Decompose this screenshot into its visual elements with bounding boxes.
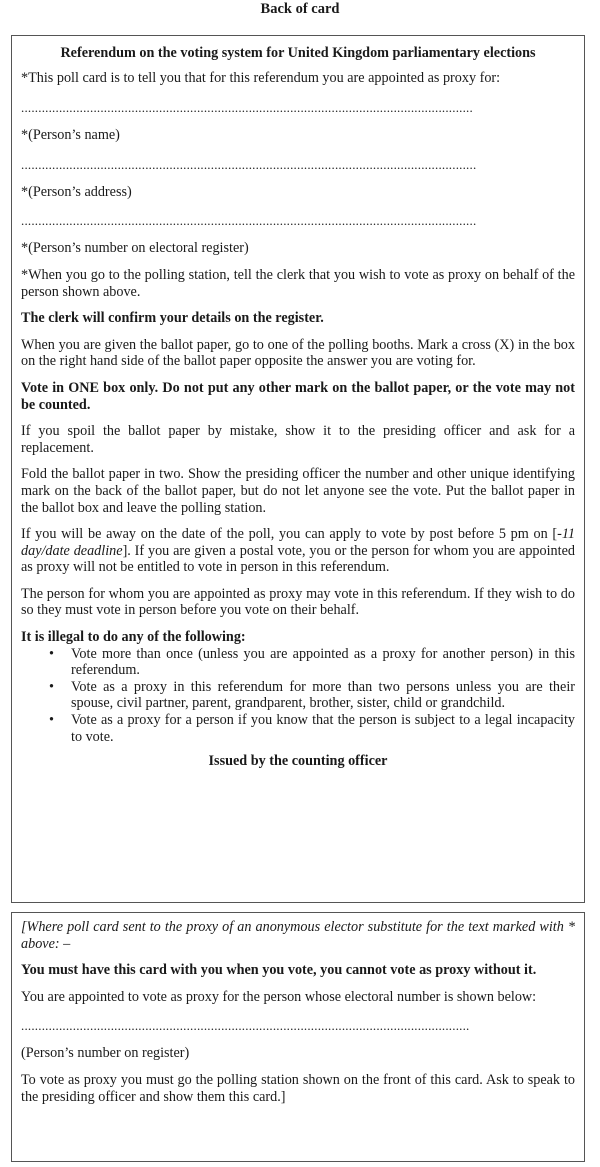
fold-text: Fold the ballot paper in two. Show the presiding officer the number and other unique identifying mark on the back of the ballot paper, but do not let anyone see the vote. Put the ballot paper in the ballot box and leave the polling station. — [21, 466, 575, 516]
vote-one-box-text: Vote in ONE box only. Do not put any other mark on the ballot paper, or the vote may not be counted. — [21, 379, 575, 413]
illegal-list — [21, 646, 575, 746]
page-title: Back of card — [260, 1, 340, 17]
register-label: *(Person’s number on electoral register) — [21, 240, 249, 257]
register-number-label: (Person’s number on register) — [21, 1045, 190, 1062]
issued-by-text: Issued by the counting officer — [208, 753, 388, 770]
list-item: • Vote more than once (unless you are appointed as a proxy for another person) in this referendum. — [49, 645, 575, 679]
person-may-vote-text: The person for whom you are appointed as proxy may vote in this referendum. If they wish to do so they must vote in person before you vote on their behalf. — [21, 585, 575, 619]
list-item: • Vote as a proxy for a person if you know that the person is subject to a legal incapacity to vote. — [49, 712, 575, 745]
card-heading: Referendum on the voting system for United Kingdom parliamentary elections — [60, 45, 536, 61]
must-have-text: You must have this card with you when you vote, you cannot vote as proxy without it. — [21, 962, 537, 979]
polling-station-text: *When you go to the polling station, tell the clerk that you wish to vote as proxy on behalf of the person shown above. — [21, 266, 575, 300]
name-label: *(Person’s name) — [21, 127, 120, 144]
closing-text: To vote as proxy you must go the polling station shown on the front of this card. Ask to speak to the presiding officer and show them this card.] — [21, 1071, 575, 1105]
register-dotted-line: .................................................................................................................................... — [21, 214, 477, 229]
intro-text: *This poll card is to tell you that for this referendum you are appointed as proxy for: — [21, 69, 501, 86]
clerk-confirm-text: The clerk will confirm your details on the register. — [21, 310, 324, 327]
bullet-icon: • — [49, 678, 54, 695]
spoil-text: If you spoil the ballot paper by mistake, show it to the presiding officer and ask for a replacement. — [21, 423, 575, 456]
anonymous-note: [Where poll card sent to the proxy of an anonymous elector substitute for the text marked with * above: – — [21, 919, 575, 952]
poll-card-box — [11, 35, 585, 903]
away-text: If you will be away on the date of the poll, you can apply to vote by post before 5 pm on [-11 day/date deadline]. If you are given a postal vote, you or the person for whom you are appointed as proxy will not be entitled to vote in person in this referendum. — [21, 526, 575, 576]
address-dotted-line: .................................................................................................................................... — [21, 157, 477, 172]
bullet-icon: • — [49, 645, 54, 662]
electoral-number-dotted-line: .................................................................................................................................. — [21, 1019, 470, 1034]
address-label: *(Person’s address) — [21, 183, 132, 200]
deadline-placeholder: -11 day/date deadline — [21, 526, 575, 559]
list-item: • Vote as a proxy in this referendum for more than two persons unless you are their spouse, civil partner, parent, grandparent, brother, sister, child or grandchild. — [49, 678, 575, 712]
bullet-icon: • — [49, 712, 54, 729]
ballot-instructions-text: When you are given the ballot paper, go to one of the polling booths. Mark a cross (X) in the box on the right hand side of the ballot paper opposite the answer you are voting for. — [21, 336, 575, 370]
name-dotted-line: ................................................................................................................................... — [21, 101, 473, 116]
anonymous-elector-box — [11, 912, 585, 1162]
illegal-heading: It is illegal to do any of the following: — [21, 629, 246, 646]
appointed-text: You are appointed to vote as proxy for the person whose electoral number is shown below: — [21, 988, 537, 1005]
